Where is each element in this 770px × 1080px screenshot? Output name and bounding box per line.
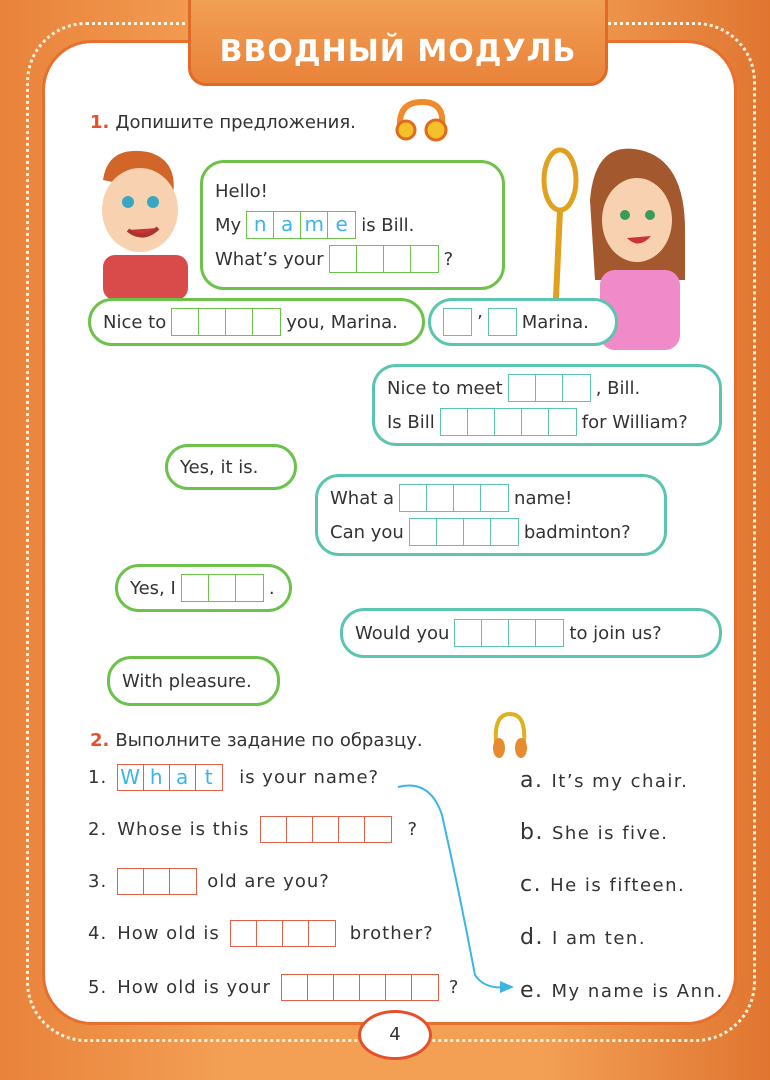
page-title: ВВОДНЫЙ МОДУЛЬ [188, 0, 608, 86]
answer-boxes[interactable] [508, 374, 591, 402]
question-4 [88, 920, 434, 947]
speech-bubble-nice-to [88, 298, 425, 346]
exercise-instruction: Выполните задание по образцу. [115, 730, 423, 751]
answer-boxes-filled[interactable]: W h a t [117, 764, 223, 791]
question-number: 1. [88, 767, 108, 788]
question-2 [88, 816, 418, 843]
answer-boxes[interactable] [329, 245, 439, 273]
speech-bubble-yes-it-is [165, 444, 297, 490]
bubble-text: Marina. [521, 311, 589, 333]
exercise-instruction: Допишите предложения. [115, 112, 356, 133]
question-number: 5. [88, 977, 108, 998]
answer-boxes[interactable] [181, 574, 264, 602]
exercise-2-heading [90, 730, 423, 751]
exercise-1-heading [90, 112, 356, 133]
question-text: ? [407, 819, 419, 840]
answer-boxes[interactable] [230, 920, 336, 947]
bubble-text: Hello! [215, 180, 268, 202]
question-text: Whose is this [117, 819, 250, 840]
bubble-text: ’ [477, 311, 483, 333]
bubble-text: ? [443, 248, 454, 270]
question-text: How old is [117, 923, 220, 944]
answer-boxes[interactable] [440, 408, 577, 436]
question-number: 3. [88, 871, 108, 892]
speech-bubble-marina [428, 298, 618, 346]
bubble-text: badminton? [523, 521, 631, 543]
bubble-text: With pleasure. [122, 670, 252, 692]
bubble-text: Is Bill [387, 411, 435, 433]
answer-boxes[interactable] [409, 518, 519, 546]
bubble-text: you, Marina. [286, 311, 398, 333]
speech-bubble-hello [200, 160, 505, 290]
question-number: 4. [88, 923, 108, 944]
question-3 [88, 868, 330, 895]
question-text: old are you? [207, 871, 330, 892]
speech-bubble-nice-to-meet [372, 364, 722, 446]
bubble-text: , Bill. [595, 377, 641, 399]
bubble-text: Nice to meet [387, 377, 503, 399]
headphones-icon [490, 712, 530, 760]
bubble-text: What a [330, 487, 395, 509]
speech-bubble-yes-i [115, 564, 292, 612]
answer-boxes[interactable] [171, 308, 281, 336]
answer-d: d. I am ten. [520, 925, 647, 950]
bubble-text: name! [514, 487, 573, 509]
question-1 [88, 764, 379, 791]
answer-b: b. She is five. [520, 820, 669, 845]
question-text: How old is your [117, 977, 271, 998]
bubble-text: Would you [355, 622, 450, 644]
bubble-text: to join us? [569, 622, 662, 644]
exercise-number: 1. [90, 112, 110, 133]
matching-arrow [390, 775, 520, 1000]
speech-bubble-with-pleasure [107, 656, 280, 706]
answer-box[interactable] [443, 308, 472, 336]
answer-boxes-filled[interactable]: n a m e [246, 211, 356, 239]
bubble-text: Can you [330, 521, 404, 543]
bubble-text: My [215, 214, 242, 236]
answer-boxes[interactable] [260, 816, 392, 843]
bubble-text: What’s your [215, 248, 324, 270]
speech-bubble-what-a [315, 474, 667, 556]
bubble-text: Yes, it is. [180, 456, 259, 478]
question-text: ? [448, 977, 460, 998]
answer-boxes[interactable] [399, 484, 509, 512]
exercise-number: 2. [90, 730, 110, 751]
bubble-text: . [268, 577, 275, 599]
answer-boxes[interactable] [117, 868, 197, 895]
answer-a: a. It’s my chair. [520, 768, 689, 793]
answer-boxes[interactable] [454, 619, 564, 647]
question-text: brother? [349, 923, 434, 944]
question-number: 2. [88, 819, 108, 840]
answer-c: c. He is fifteen. [520, 872, 686, 897]
page-number: 4 [358, 1010, 432, 1060]
headphones-icon [392, 98, 452, 146]
boy-illustration [78, 140, 198, 300]
bubble-text: Nice to [103, 311, 167, 333]
answer-e: e. My name is Ann. [520, 978, 724, 1003]
speech-bubble-would-you [340, 608, 722, 658]
bubble-text: is Bill. [361, 214, 415, 236]
answer-box[interactable] [488, 308, 517, 336]
bubble-text: for William? [581, 411, 688, 433]
question-text: is your name? [239, 767, 380, 788]
bubble-text: Yes, I [130, 577, 176, 599]
